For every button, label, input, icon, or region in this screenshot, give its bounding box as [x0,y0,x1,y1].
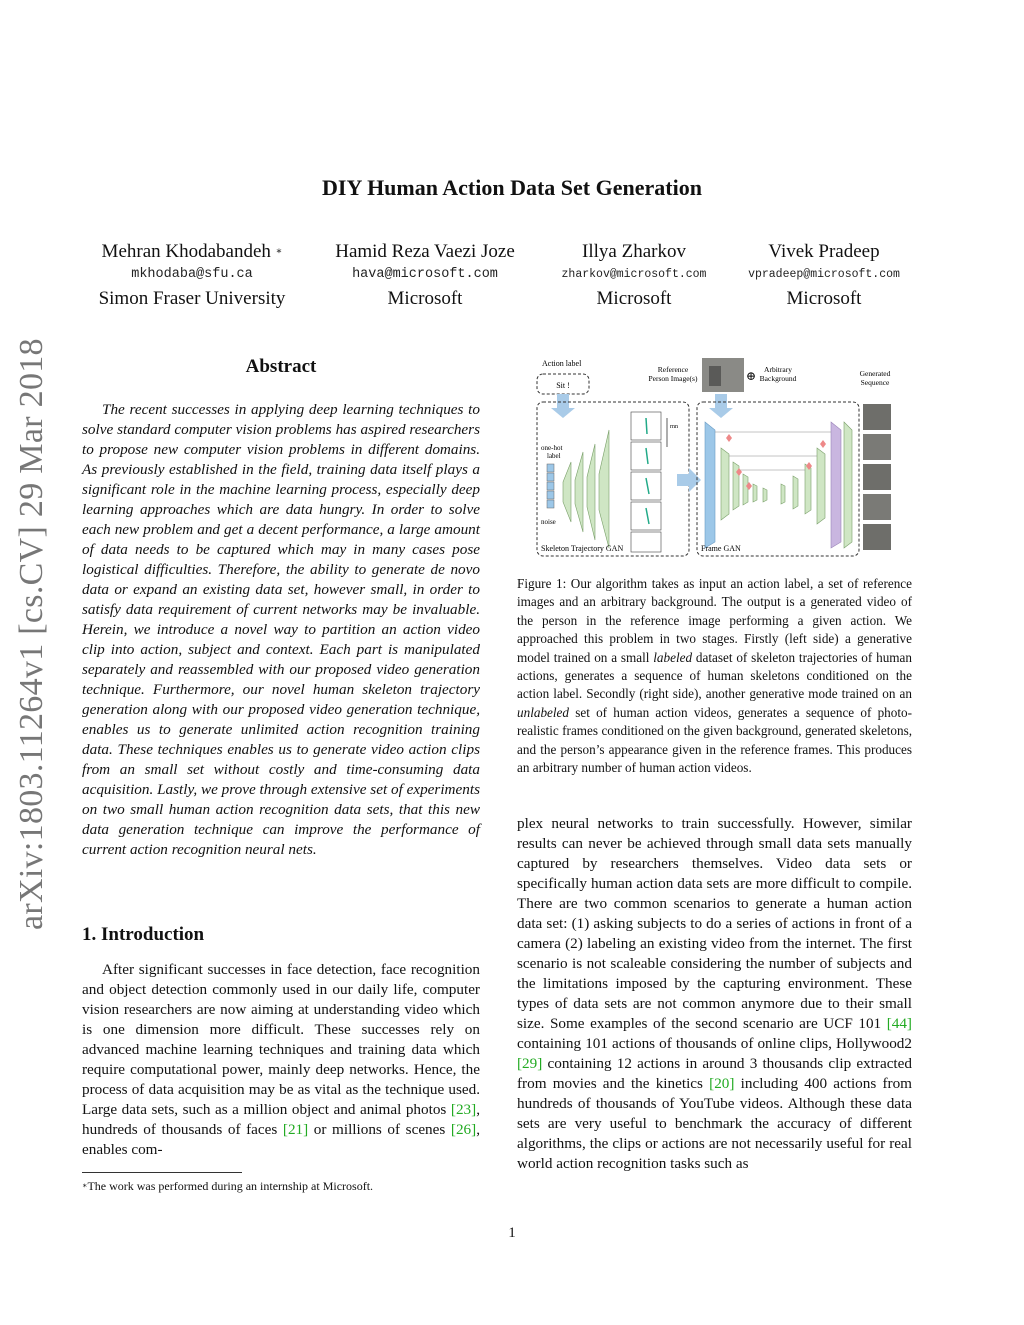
concat-marker [726,434,732,442]
layer-block [805,464,811,514]
layer-block [575,452,583,532]
author-block [310,240,540,312]
author-email[interactable]: zharkov@microsoft.com [561,268,707,281]
figure-1-caption: Figure 1: Our algorithm takes as input an action label, a set of reference images and an arbitrary background. The output is a generated video of the person in the reference image performing a given action. We approached this problem in two stages. Firstly (left side) a generative model trained on a small labeled dataset of skeleton trajectories of human actions, generates a sequence of human skeletons conditioned on the action label. Secondly (right side), another generative mode trained on an unlabeled set of human action videos, generates a sequence of photo-realistic frames conditioned on the given background, generated skeletons, and the person’s appearance given in the reference frames. This produces an arbitrary number of human action videos. [517,576,912,776]
layer-block [705,422,715,548]
generated-frame [863,464,891,490]
oplus-icon: ⊕ [745,369,757,383]
layer-block [599,430,609,548]
author-email[interactable]: vpradeep@microsoft.com [748,268,900,281]
author-email[interactable]: mkhodaba@sfu.ca [131,267,253,282]
sit-text: Sit ! [556,381,570,390]
layer-block [587,444,595,540]
noise-vector-cell [547,482,554,490]
author-affiliation: Microsoft [387,288,463,309]
layer-block [793,476,798,509]
layer-block [721,448,729,520]
author-affiliation: Microsoft [786,288,862,309]
layer-block [817,448,825,524]
skeleton-stick [646,418,647,434]
figure-1-diagram [517,352,912,562]
author-name: Mehran Khodabandeh ∗ [101,241,283,262]
reference-image [702,358,744,392]
down-arrow-icon [709,394,733,418]
onehot-label: one-hot label [541,444,563,460]
layer-block [831,422,841,548]
reference-person-shape [709,366,721,386]
noise-vector-cell [547,473,554,481]
footnote: ∗The work was performed during an internship at Microsoft. [82,1179,374,1193]
arxiv-identifier: arXiv:1803.11264v1 [cs.CV] 29 Mar 2018 [13,338,50,930]
arbitrary-label: Arbitrary Background [759,365,797,383]
layer-block [844,422,852,548]
footnote-divider [82,1172,242,1173]
generated-frame [863,494,891,520]
generated-frame [863,524,891,550]
section-heading: 1. Introduction [82,924,205,945]
citation-link[interactable]: [23] [450,1101,477,1118]
abstract-heading: Abstract [245,356,317,377]
reference-label: Reference Person Image(s) [648,365,698,383]
noise-vector-cell [547,500,554,508]
author-footnote-mark: ∗ [275,246,283,257]
skeleton-frame [631,472,661,500]
citation-link[interactable]: [29] [517,1055,543,1072]
paper-title: DIY Human Action Data Set Generation [322,175,702,200]
abstract-text: The recent successes in applying deep learning techniques to solve standard computer vision problems has aspired researchers to propose new computer vision problems in different domains. As previously established in the field, training data itself plays a significant role in the machine learning process, especially deep learning approaches which are data hungry. In order to solve each new problem and get a decent performance, a large amount of data needs to be captured which may in many cases pose logistical difficulties. Therefore, the ability to generate de novo data or expand an existing data set, however small, in order to satisfy data requirement of current networks may be invaluable. Herein, we introduce a novel way to partition an action video clip into action, subject and context. Each part is manipulated separately and reassembled with our proposed video generation technique. Furthermore, our novel human skeleton trajectory generation along with our proposed video generation technique, enables us to generate unlimited action recognition training data. These techniques enables us to generate video action clips from an small set without costly and time-consuming data acquisition. Lastly, we prove through extensive set of experiments on two small human action recognition data sets, that this new data generation technique can improve the performance of current action recognition neural nets. [82,401,480,858]
author-block [709,240,939,312]
skeleton-frame [631,442,661,470]
skeleton-frame [631,502,661,530]
concat-marker [820,440,826,448]
noise-label: noise [541,518,556,526]
intro-paragraph-continued: plex neural networks to train successfully. However, similar results can never be achieved through small data sets manually captured by researchers themselves. Video data sets or specifically human action data sets are more difficult to compile. There are two common scenarios to generate a human action data set: (1) asking subjects to do a series of actions in front of a camera (2) labeling an existing video from the internet. The first scenario is not scaleable considering the number of subjects and the limitations imposed by the capturing environment. These types of data sets are not common anymore due to their small size. Some examples of the second scenario are UCF 101 [44] containing 101 actions of thousands of online clips, Hollywood2 [29] containing 12 actions in around 3 thousands clip extracted from movies and the kinetics [20] including 400 actions from hundreds of thousands of YouTube videos. Although these data sets are very useful to benchmark the accuracy of different algorithms, the clips or actions are not necessarily useful for real world action recognition tasks such as [517,815,912,1172]
author-affiliation: Microsoft [596,288,672,309]
action-label-text: Action label [542,359,582,368]
generated-frame [863,404,891,430]
layer-block [753,484,757,502]
citation-link[interactable]: [20] [709,1075,735,1092]
layer-block [763,488,767,502]
rnn-label: rnn [670,424,678,430]
skeleton-frame [631,532,661,552]
layer-block [781,484,785,504]
author-name: Hamid Reza Vaezi Joze [335,241,515,262]
generated-frame [863,434,891,460]
down-arrow-icon [551,394,575,418]
author-email[interactable]: hava@microsoft.com [352,267,498,282]
layer-block [563,462,571,522]
generated-label: Generated Sequence [859,369,891,387]
intro-paragraph: After significant successes in face detection, face recognition and object detection commonly used in our daily life, computer vision researchers are now aiming at understanding video which is one dimension more difficult. These successes rely on advanced machine learning techniques and training data which require computational power, mainly deep networks. Hence, the process of data acquisition may be as vital as the technique used. Large data sets, such as a million object and animal photos [23], hundreds of thousands of faces [21] or millions of scenes [26], enables com- [82,961,481,1158]
layer-block [743,474,748,505]
frame-gan-label: Frame GAN [701,544,741,553]
author-affiliation: Simon Fraser University [98,288,286,309]
noise-vector-cell [547,491,554,499]
citation-link[interactable]: [26] [450,1121,477,1138]
author-block [77,240,307,312]
layer-block [733,462,739,510]
noise-vector-cell [547,464,554,472]
skeleton-gan-box [537,402,689,556]
author-name: Vivek Pradeep [768,241,880,262]
page-number: 1 [508,1225,516,1241]
author-name: Illya Zharkov [582,241,686,262]
citation-link[interactable]: [21] [282,1121,309,1138]
citation-link[interactable]: [44] [886,1015,912,1032]
skeleton-gan-label: Skeleton Trajectory GAN [541,544,624,553]
